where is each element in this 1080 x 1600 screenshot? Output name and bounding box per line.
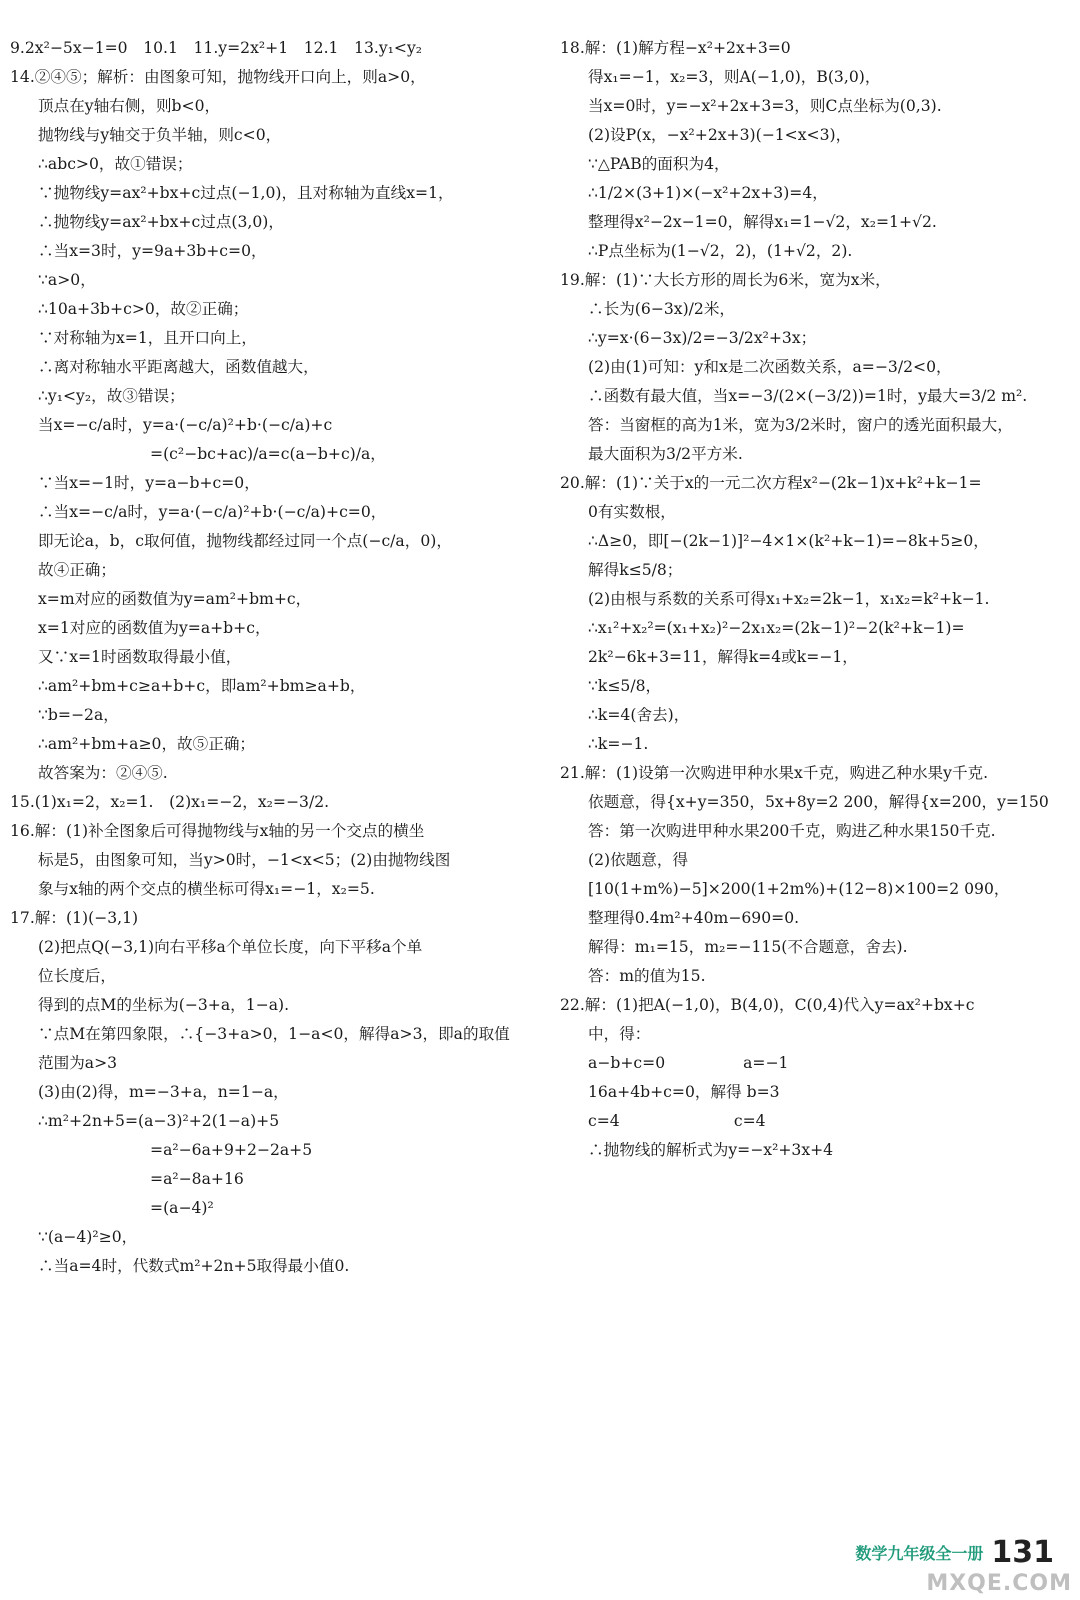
text-line: 当x=0时，y=−x²+2x+3=3，则C点坐标为(0,3). [588, 97, 942, 115]
text-line: ∴当x=−c/a时，y=a·(−c/a)²+b·(−c/a)+c=0， [38, 503, 387, 521]
text-line: ∴Δ≥0，即[−(2k−1)]²−4×1×(k²+k−1)=−8k+5≥0， [588, 532, 989, 550]
text-line: 18.解：(1)解方程−x²+2x+3=0 [560, 39, 791, 57]
text-line: 最大面积为3/2平方米. [588, 445, 743, 463]
text-line: 当x=−c/a时，y=a·(−c/a)²+b·(−c/a)+c [38, 416, 333, 434]
text-line: 中，得： [588, 1025, 651, 1043]
text-line: 范围为a>3 [38, 1054, 118, 1072]
text-line: 得x₁=−1，x₂=3，则A(−1,0)，B(3,0)， [588, 68, 881, 86]
text-line: ∵抛物线y=ax²+bx+c过点(−1,0)，且对称轴为直线x=1， [38, 184, 454, 202]
text-line: 17.解：(1)(−3,1) [10, 909, 139, 927]
text-line: ∴y=x·(6−3x)/2=−3/2x²+3x； [588, 329, 817, 347]
text-line: ∴k=−1. [588, 735, 649, 753]
text-line: ∵a>0， [38, 271, 96, 289]
text-line: (3)由(2)得，m=−3+a，n=1−a， [38, 1083, 289, 1101]
text-line: 整理得x²−2x−1=0，解得x₁=1−√2，x₂=1+√2. [588, 213, 937, 231]
text-line: 答：第一次购进甲种水果200千克，购进乙种水果150千克. [588, 822, 996, 840]
text-line: 故④正确； [38, 561, 116, 579]
text-line: (2)依题意，得 [588, 851, 689, 869]
text-line: ∴am²+bm+a≥0，故⑤正确； [38, 735, 256, 753]
text-line: =(c²−bc+ac)/a=c(a−b+c)/a， [150, 445, 386, 463]
text-line: 15.(1)x₁=2，x₂=1. (2)x₁=−2，x₂=−3/2. [10, 793, 330, 811]
watermark-logo: MXQE.COM [926, 1571, 1072, 1596]
text-line: x=m对应的函数值为y=am²+bm+c， [38, 590, 312, 608]
text-line: 答：当窗框的高为1米，宽为3/2米时，窗户的透光面积最大， [588, 416, 1013, 434]
text-line: ∵当x=−1时，y=a−b+c=0， [38, 474, 260, 492]
text-line: 依题意，得{x+y=350，5x+8y=2 200，解得{x=200，y=150 [588, 793, 1049, 811]
text-line: 21.解：(1)设第一次购进甲种水果x千克，购进乙种水果y千克. [560, 764, 989, 782]
text-line: 整理得0.4m²+40m−690=0. [588, 909, 800, 927]
text-line: ∴k=4(舍去)， [588, 706, 690, 724]
text-line: ∴当a=4时，代数式m²+2n+5取得最小值0. [38, 1257, 350, 1275]
text-line: ∴m²+2n+5=(a−3)²+2(1−a)+5 [38, 1112, 280, 1130]
footer-book-label: 数学九年级全一册 [855, 1544, 984, 1563]
text-line: =a²−8a+16 [150, 1170, 244, 1188]
text-line: ∴当x=3时，y=9a+3b+c=0， [38, 242, 267, 260]
text-line: 位长度后， [38, 967, 116, 985]
text-line: 0有实数根， [588, 503, 676, 521]
text-line: ∴离对称轴水平距离越大，函数值越大， [38, 358, 319, 376]
text-line: 故答案为：②④⑤. [38, 764, 168, 782]
text-line: ∴am²+bm+c≥a+b+c，即am²+bm≥a+b， [38, 677, 366, 695]
text-line: 22.解：(1)把A(−1,0)，B(4,0)，C(0,4)代入y=ax²+bx+c [560, 996, 975, 1014]
text-line: ∴abc>0，故①错误； [38, 155, 193, 173]
text-line: 9.2x²−5x−1=0 10.1 11.y=2x²+1 12.1 13.y₁<y₂ [10, 39, 423, 57]
text-line: ∴长为(6−3x)/2米， [588, 300, 736, 318]
text-line: 顶点在y轴右侧，则b<0， [38, 97, 221, 115]
text-line: 20.解：(1)∵关于x的一元二次方程x²−(2k−1)x+k²+k−1= [560, 474, 982, 492]
text-line: ∴P点坐标为(1−√2，2)，(1+√2，2). [588, 242, 853, 260]
text-line: 解得k≤5/8； [588, 561, 683, 579]
text-line: 答：m的值为15. [588, 967, 706, 985]
text-line: (2)由(1)可知：y和x是二次函数关系，a=−3/2<0， [588, 358, 952, 376]
text-line: ∴x₁²+x₂²=(x₁+x₂)²−2x₁x₂=(2k−1)²−2(k²+k−1)= [588, 619, 965, 637]
text-line: ∵k≤5/8， [588, 677, 662, 695]
text-line: ∴抛物线的解析式为y=−x²+3x+4 [588, 1141, 834, 1159]
left-column [10, 34, 540, 1281]
right-column [560, 34, 1070, 1165]
text-line: a−b+c=0 a=−1 [588, 1054, 789, 1072]
page-number: 131 [991, 1535, 1054, 1570]
text-line: 抛物线与y轴交于负半轴，则c<0， [38, 126, 282, 144]
text-line: 19.解：(1)∵大长方形的周长为6米，宽为x米， [560, 271, 891, 289]
text-line: ∴抛物线y=ax²+bx+c过点(3,0)， [38, 213, 284, 231]
text-line: ∵b=−2a， [38, 706, 119, 724]
text-line: (2)把点Q(−3,1)向右平移a个单位长度，向下平移a个单 [38, 938, 423, 956]
text-line: c=4 c=4 [588, 1112, 766, 1130]
text-line: 即无论a，b，c取何值，抛物线都经过同一个点(−c/a，0)， [38, 532, 452, 550]
text-line: 又∵x=1时函数取得最小值， [38, 648, 242, 666]
text-line: =(a−4)² [150, 1199, 214, 1217]
text-line: =a²−6a+9+2−2a+5 [150, 1141, 313, 1159]
text-line: 16.解：(1)补全图象后可得抛物线与x轴的另一个交点的横坐 [10, 822, 425, 840]
text-line: ∵(a−4)²≥0， [38, 1228, 138, 1246]
text-line: ∴函数有最大值，当x=−3/(2×(−3/2))=1时，y最大=3/2 m². [588, 387, 1028, 405]
page-footer [855, 1535, 1054, 1570]
text-line: 象与x轴的两个交点的横坐标可得x₁=−1，x₂=5. [38, 880, 375, 898]
text-line: ∵点M在第四象限，∴{−3+a>0，1−a<0，解得a>3，即a的取值 [38, 1025, 510, 1043]
text-line: [10(1+m%)−5]×200(1+2m%)+(12−8)×100=2 090， [588, 880, 1010, 898]
text-line: (2)设P(x，−x²+2x+3)(−1<x<3)， [588, 126, 852, 144]
text-line: 2k²−6k+3=11，解得k=4或k=−1， [588, 648, 858, 666]
text-line: ∵△PAB的面积为4， [588, 155, 730, 173]
text-line: ∴10a+3b+c>0，故②正确； [38, 300, 249, 318]
text-line: 得到的点M的坐标为(−3+a，1−a). [38, 996, 290, 1014]
text-line: ∴y₁<y₂，故③错误； [38, 387, 185, 405]
text-line: 14.②④⑤；解析：由图象可知，抛物线开口向上，则a>0， [10, 68, 426, 86]
text-line: 解得：m₁=15，m₂=−115(不合题意，舍去). [588, 938, 908, 956]
text-line: 16a+4b+c=0，解得 b=3 [588, 1083, 780, 1101]
text-line: x=1对应的函数值为y=a+b+c， [38, 619, 271, 637]
text-line: ∴1/2×(3+1)×(−x²+2x+3)=4， [588, 184, 828, 202]
text-line: 标是5，由图象可知，当y>0时，−1<x<5；(2)由抛物线图 [38, 851, 451, 869]
text-line: (2)由根与系数的关系可得x₁+x₂=2k−1，x₁x₂=k²+k−1. [588, 590, 990, 608]
text-line: ∵对称轴为x=1，且开口向上， [38, 329, 257, 347]
